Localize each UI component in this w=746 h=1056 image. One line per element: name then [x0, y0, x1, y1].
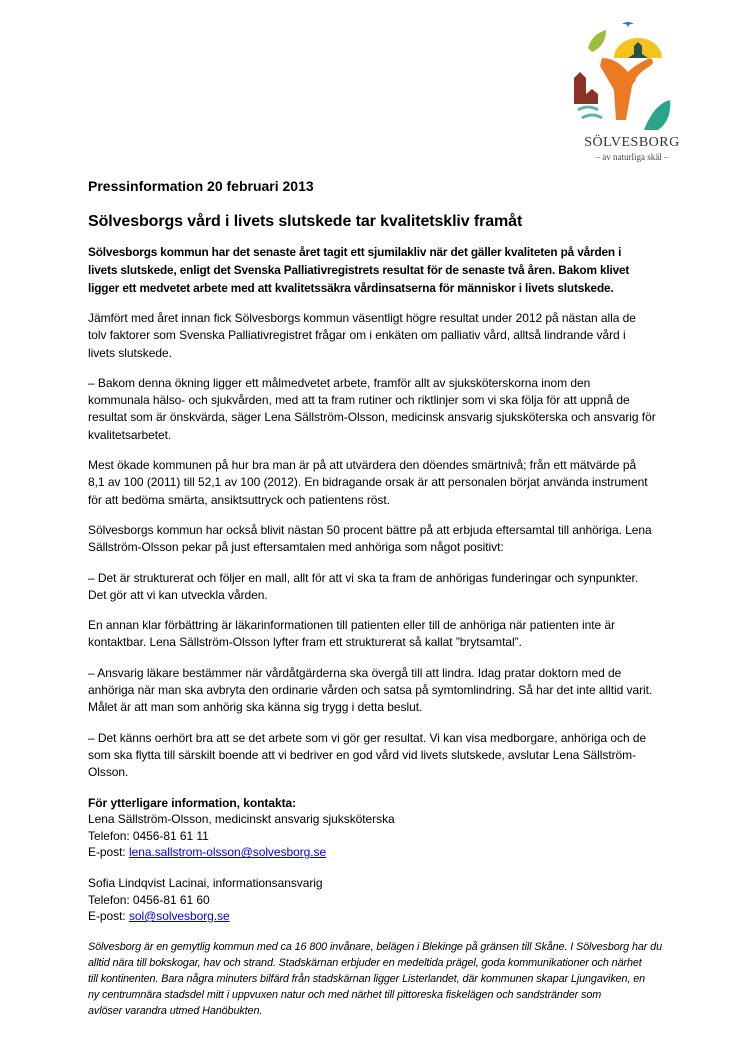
text-line: tolv faktorer som Svenska Palliativregistret frågar om i enkäten om palliativ vård, alltså lindrande vård i — [88, 328, 626, 343]
text-line: livets slutskede. — [88, 345, 172, 360]
text-line: 8,1 av 100 (2011) till 52,1 av 100 (2012). En bidragande orsak är att personalen börjat använda instrument — [88, 475, 648, 490]
text-line: Mest ökade kommunen på hur bra man är på att utvärdera den döendes smärtnivå; från ett mätvärde på — [88, 458, 637, 473]
contact-phone: Telefon: 0456-81 61 60 — [88, 892, 210, 907]
press-release-body — [88, 178, 728, 1019]
text-line: – Bakom denna ökning ligger ett målmedvetet arbete, framför allt av sjuksköterskorna inom den — [88, 375, 591, 390]
text-line: En annan klar förbättring är läkarinformationen till patienten eller till de anhöriga när patienten inte är — [88, 618, 615, 633]
footer-line: ny centrumnära stadsdel mitt i uppvuxen natur och med närhet till pittoreska fiskelägen och sandstränder som — [88, 988, 602, 1001]
email-link[interactable]: lena.sallstrom-olsson@solvesborg.se — [128, 845, 327, 860]
lead-paragraph — [88, 243, 728, 297]
text-line: som ska flytta till särskilt boende att vi bedriver en god vård vid livets slutskede, avslutar Lena Sällström- — [88, 747, 637, 762]
contact-email-line — [88, 844, 728, 861]
text-line: kontaktbar. Lena Sällström-Olsson lyfter fram ett strukturerat så kallat ”brytsamtal”. — [88, 635, 522, 650]
text-line: Sölvesborgs kommun har det senaste året tagit ett sjumilakliv när det gäller kvaliteten på vården i — [88, 245, 622, 259]
contact-email-line — [88, 908, 728, 925]
text-line: anhöriga när man ska avbryta den ordinarie vården och satsa på symtomlindring. Så har det inte alltid varit. — [88, 683, 653, 698]
text-line: Sällström-Olsson pekar på just eftersamtalen med anhöriga som något positivt: — [88, 540, 504, 555]
solvesborg-logo — [570, 18, 694, 168]
text-line: kvalitetsarbetet. — [88, 427, 172, 442]
text-line: för att bedöma smärta, ansiktsuttryck och patientens röst. — [88, 492, 390, 507]
paragraph — [88, 617, 728, 652]
email-label: E-post: — [88, 909, 129, 924]
paragraph — [88, 375, 728, 444]
body-paragraphs — [88, 243, 728, 782]
text-line: Det gör att vi kan utveckla vården. — [88, 587, 268, 602]
text-line: Olsson. — [88, 765, 129, 780]
footer-line: alltid nära till bokskogar, hav och strand. Stadskärnan erbjuder en medeltida prägel, goda kommunikationer och närhet — [88, 956, 642, 969]
text-line: – Det känns oerhört bra att se det arbete som vi gör ger resultat. Vi kan visa medborgare, anhöriga och de — [88, 730, 647, 745]
email-label: E-post: — [88, 845, 129, 860]
contact-block-1 — [88, 795, 728, 861]
text-line: – Ansvarig läkare bestämmer när vårdåtgärderna ska övergå till att lindra. Idag pratar doktorn med de — [88, 665, 622, 680]
footer-line: Sölvesborg är en gemytlig kommun med ca 16 800 invånare, belägen i Blekinge på gränsen till Skåne. I Sölvesborg har du — [88, 940, 662, 953]
footer-about — [88, 939, 728, 1019]
text-line: kommunala hälso- och sjukvården, med att ta fram rutiner och riktlinjer som vi ska följa för att uppnå de — [88, 393, 630, 408]
text-line: ligger ett medvetet arbete med att kvalitetssäkra vårdinsatserna för människor i livets slutskede. — [88, 281, 614, 295]
text-line: – Det är strukturerat och följer en mall, allt för att vi ska ta fram de anhörigas funderingar och synpunkter. — [88, 570, 639, 585]
press-info-date: Pressinformation 20 februari 2013 — [88, 178, 314, 194]
logo-emblem-icon — [570, 18, 694, 136]
paragraph — [88, 665, 728, 717]
text-line: Jämfört med året innan fick Sölvesborgs kommun väsentligt högre resultat under 2012 på nästan alla de — [88, 311, 636, 325]
paragraph — [88, 730, 728, 782]
footer-line: avlöser varandra utmed Hanöbukten. — [88, 1004, 263, 1017]
text-line: resultat som är önskvärda, säger Lena Sällström-Olsson, medicinsk ansvarig sjuksköterska och ansvarig för — [88, 410, 656, 425]
logo-tagline: – av naturliga skäl – — [595, 152, 669, 162]
footer-line: till kontinenten. Bara några minuters bilfärd från stadskärnan ligger Listerlandet, där kommunen skapar Ljungaviken, en — [88, 972, 646, 985]
text-line: Målet är att man som anhörig ska känna sig trygg i detta beslut. — [88, 700, 423, 715]
logo-name: SÖLVESBORG — [584, 135, 680, 150]
text-line: Sölvesborgs kommun har också blivit nästan 50 procent bättre på att erbjuda eftersamtal till anhöriga. Lena — [88, 522, 652, 537]
contact-heading: För ytterligare information, kontakta: — [88, 795, 297, 810]
contact-phone: Telefon: 0456-81 61 11 — [88, 828, 209, 843]
paragraph — [88, 570, 728, 605]
contact-name: Lena Sällström-Olsson, medicinskt ansvarig sjuksköterska — [88, 812, 395, 827]
contact-block-2 — [88, 875, 728, 925]
page-title: Sölvesborgs vård i livets slutskede tar kvalitetskliv framåt — [88, 213, 523, 230]
paragraph — [88, 310, 728, 362]
paragraph — [88, 457, 728, 509]
text-line: livets slutskede, enligt det Svenska Palliativregistrets resultat för de senaste två åren. Bakom klivet — [88, 263, 630, 277]
paragraph — [88, 522, 728, 557]
contact-name: Sofia Lindqvist Lacinai, informationsansvarig — [88, 875, 323, 890]
email-link[interactable]: sol@solvesborg.se — [128, 909, 230, 924]
